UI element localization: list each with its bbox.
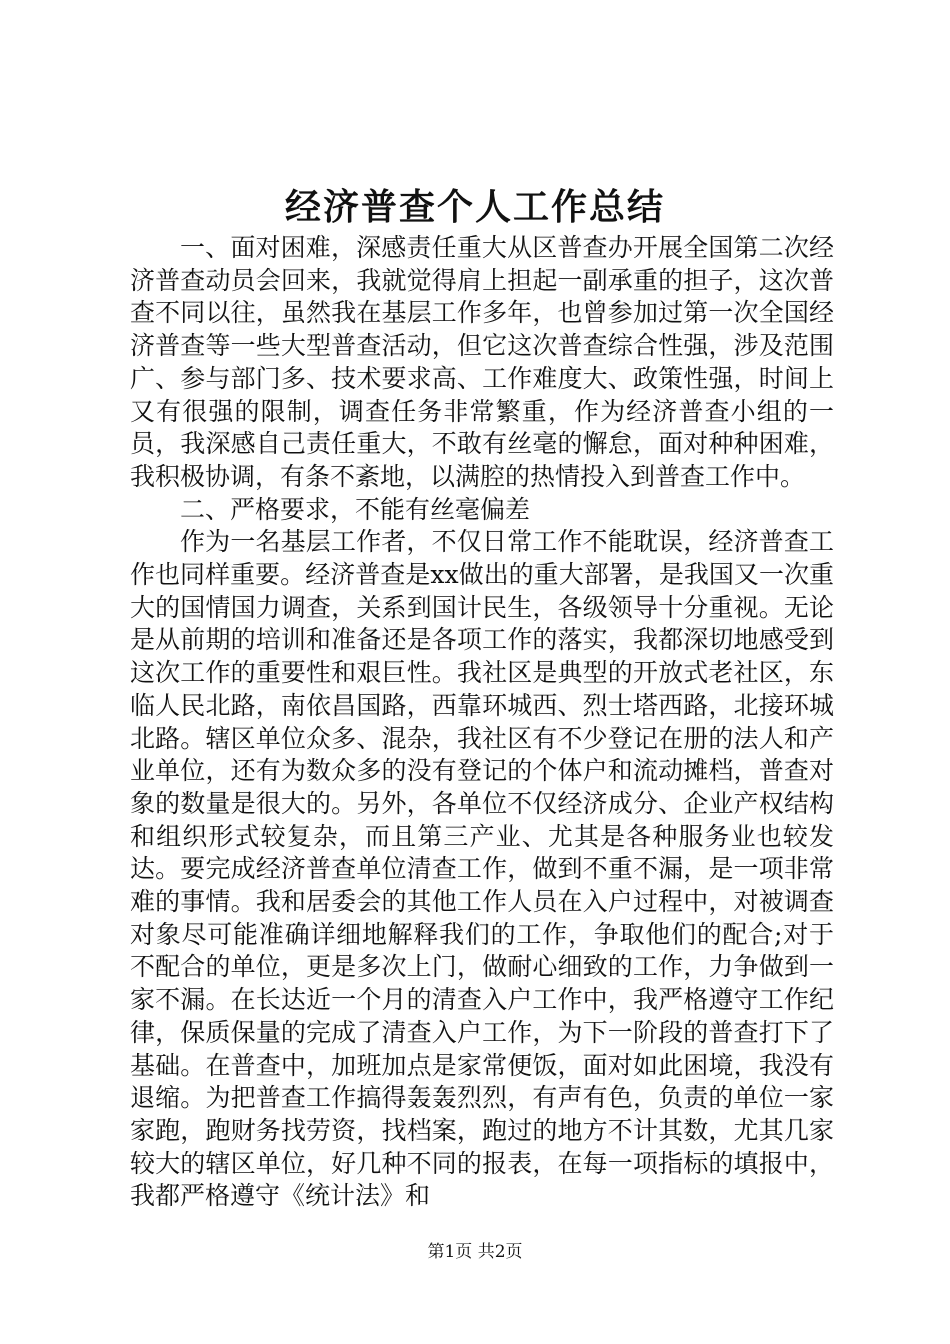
- paragraph-2-heading: 二、严格要求，不能有丝毫偏差: [180, 494, 531, 524]
- paragraph-3: 作为一名基层工作者，不仅日常工作不能耽误，经济普查工作也同样重要。经济普查是xx做出的重大部署，是我国又一次重大的国情国力调查，关系到国计民生，各级领导十分重视。无论是从前期的培训和准备还是各项工作的落实，我都深切地感受到这次工作的重要性和艰巨性。我社区是典型的开放式老社区，东临人民北路，南依昌国路，西靠环城西、烈士塔西路，北接环城北路。辖区单位众多、混杂，我社区有不少登记在册的法人和产业单位，还有为数众多的没有登记的个体户和流动摊档，普查对象的数量是很大的。另外，各单位不仅经济成分、企业产权结构和组织形式较复杂，而且第三产业、尤其是各种服务业也较发达。要完成经济普查单位清查工作，做到不重不漏，是一项非常难的事情。我和居委会的其他工作人员在入户过程中，对被调查对象尽可能准确详细地解释我们的工作，争取他们的配合;对于不配合的单位，更是多次上门，做耐心细致的工作，力争做到一家不漏。在长达近一个月的清查入户工作中，我严格遵守工作纪律，保质保量的完成了清查入户工作，为下一阶段的普查打下了基础。在普查中，加班加点是家常便饭，面对如此困境，我没有退缩。为把普查工作搞得轰轰烈烈，有声有色，负责的单位一家家跑，跑财务找劳资，找档案，跑过的地方不计其数，尤其几家较大的辖区单位，好几种不同的报表，在每一项指标的填报中，我都严格遵守《统计法》和: [130, 527, 834, 1211]
- page-footer: 第1页 共2页: [427, 1242, 523, 1262]
- document-title: 经济普查个人工作总结: [284, 186, 665, 228]
- paragraph-1: 一、面对困难，深感责任重大从区普查办开展全国第二次经济普查动员会回来，我就觉得肩上担起一副承重的担子，这次普查不同以往，虽然我在基层工作多年，也曾参加过第一次全国经济普查等一些大型普查活动，但它这次普查综合性强，涉及范围广、参与部门多、技术要求高、工作难度大、政策性强，时间上又有很强的限制，调查任务非常繁重，作为经济普查小组的一员，我深感自己责任重大，不敢有丝毫的懈怠，面对种种困难，我积极协调，有条不紊地，以满腔的热情投入到普查工作中。: [130, 233, 834, 491]
- document-body: [130, 232, 834, 1213]
